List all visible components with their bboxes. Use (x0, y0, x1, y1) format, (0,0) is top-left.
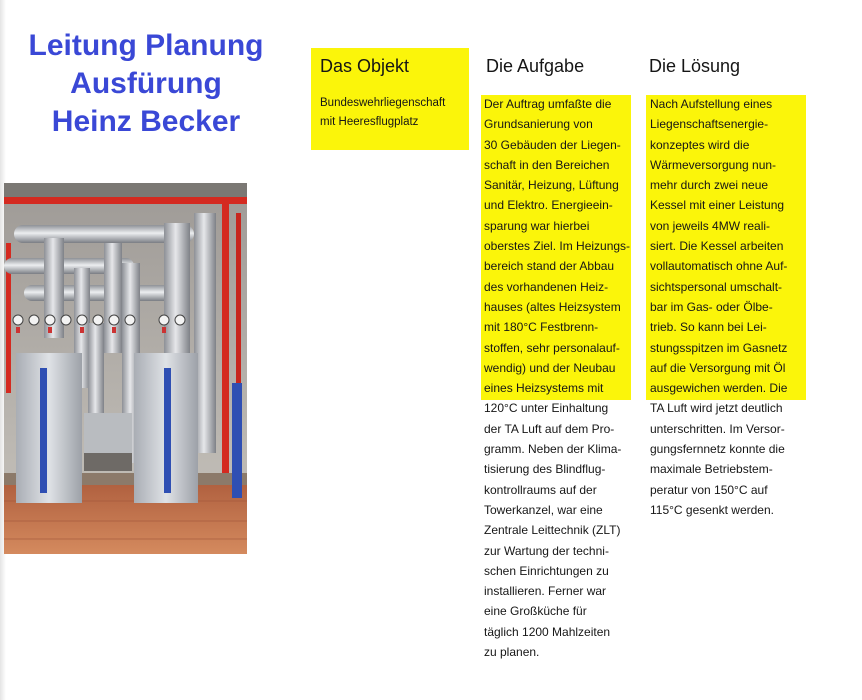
aufgabe-line: Der Auftrag umfaßte die (484, 97, 612, 111)
aufgabe-text (484, 94, 630, 662)
aufgabe-title: Die Aufgabe (486, 56, 585, 76)
aufgabe-line: täglich 1200 Mahlzeiten (484, 624, 611, 639)
loesung-line: maximale Betriebstem- (650, 462, 773, 477)
aufgabe-line: eines Heizsystems mit (484, 381, 604, 396)
objekt-text (320, 94, 445, 132)
headline (0, 27, 292, 141)
heating-plant-photo (4, 183, 247, 554)
aufgabe-line: mit 180°C Festbrenn- (484, 320, 599, 335)
loesung-line: sichtspersonal umschalt- (650, 279, 783, 294)
loesung-line: Liegenschaftsenergie- (650, 117, 769, 132)
loesung-line: siert. Die Kessel arbeiten (650, 239, 784, 254)
aufgabe-line: Grundsanierung von (484, 117, 593, 132)
aufgabe-line: Towerkanzel, war eine (484, 502, 603, 517)
aufgabe-line: schaft in den Bereichen (484, 157, 610, 172)
loesung-title: Die Lösung (649, 56, 741, 76)
loesung-line: konzeptes wird die (650, 137, 750, 152)
objekt-line: mit Heeresflugplatz (320, 116, 419, 128)
aufgabe-line: schen Einrichtungen zu (484, 563, 609, 578)
loesung-line: bar im Gas- oder Ölbe- (650, 299, 773, 314)
loesung-line: unterschritten. Im Versor- (650, 421, 785, 436)
aufgabe-line: kontrollraums auf der (484, 482, 597, 497)
loesung-line: TA Luft wird jetzt deutlich (650, 401, 783, 416)
loesung-line: gungsfernnetz konnte die (650, 442, 785, 457)
aufgabe-line: hauses (altes Heizsystem (484, 299, 621, 314)
aufgabe-line: und Elektro. Energieein- (484, 198, 613, 213)
aufgabe-line: zu planen. (484, 645, 540, 660)
aufgabe-line: zur Wartung der techni- (484, 543, 609, 558)
aufgabe-line: Zentrale Leittechnik (ZLT) (484, 523, 621, 538)
aufgabe-line: der TA Luft auf dem Pro- (484, 421, 615, 436)
loesung-line: mehr durch zwei neue (650, 178, 769, 193)
loesung-line: vollautomatisch ohne Auf- (650, 259, 788, 274)
loesung-line: ausgewichen werden. Die (650, 381, 788, 396)
objekt-title: Das Objekt (320, 56, 410, 76)
loesung-line: 115°C gesenkt werden. (650, 502, 774, 517)
headline-line-1: Leitung Planung (28, 29, 264, 62)
aufgabe-line: stoffen, sehr personalauf- (484, 340, 620, 355)
aufgabe-line: gramm. Neben der Klima- (484, 442, 622, 457)
objekt-line: Bundeswehrliegenschaft (320, 97, 446, 109)
aufgabe-line: bereich stand der Abbau (484, 259, 615, 274)
loesung-line: Wärmeversorgung nun- (650, 157, 777, 172)
headline-line-3: Heinz Becker (51, 105, 241, 138)
loesung-line: auf die Versorgung mit Öl (650, 360, 786, 375)
loesung-line: trieb. So kann bei Lei- (650, 320, 767, 335)
aufgabe-line: sparung war hierbei (484, 218, 590, 233)
aufgabe-line: 120°C unter Einhaltung (484, 401, 609, 416)
aufgabe-line: wendig) und der Neubau (484, 360, 616, 375)
loesung-line: Nach Aufstellung eines (650, 97, 773, 111)
aufgabe-line: des vorhandenen Heiz- (484, 279, 609, 294)
aufgabe-line: oberstes Ziel. Im Heizungs- (484, 239, 631, 254)
headline-line-2: Ausfürung (70, 67, 222, 100)
loesung-text (650, 94, 787, 520)
aufgabe-line: installieren. Ferner war (484, 584, 607, 599)
aufgabe-line: Sanitär, Heizung, Lüftung (484, 178, 619, 193)
loesung-line: stungsspitzen im Gasnetz (650, 340, 788, 355)
aufgabe-line: eine Großküche für (484, 604, 587, 619)
aufgabe-line: 30 Gebäuden der Liegen- (484, 137, 621, 152)
loesung-line: von jeweils 4MW reali- (650, 218, 771, 233)
aufgabe-line: tisierung des Blindflug- (484, 462, 606, 477)
loesung-line: Kessel mit einer Leistung (650, 198, 785, 213)
loesung-line: peratur von 150°C auf (650, 482, 768, 497)
